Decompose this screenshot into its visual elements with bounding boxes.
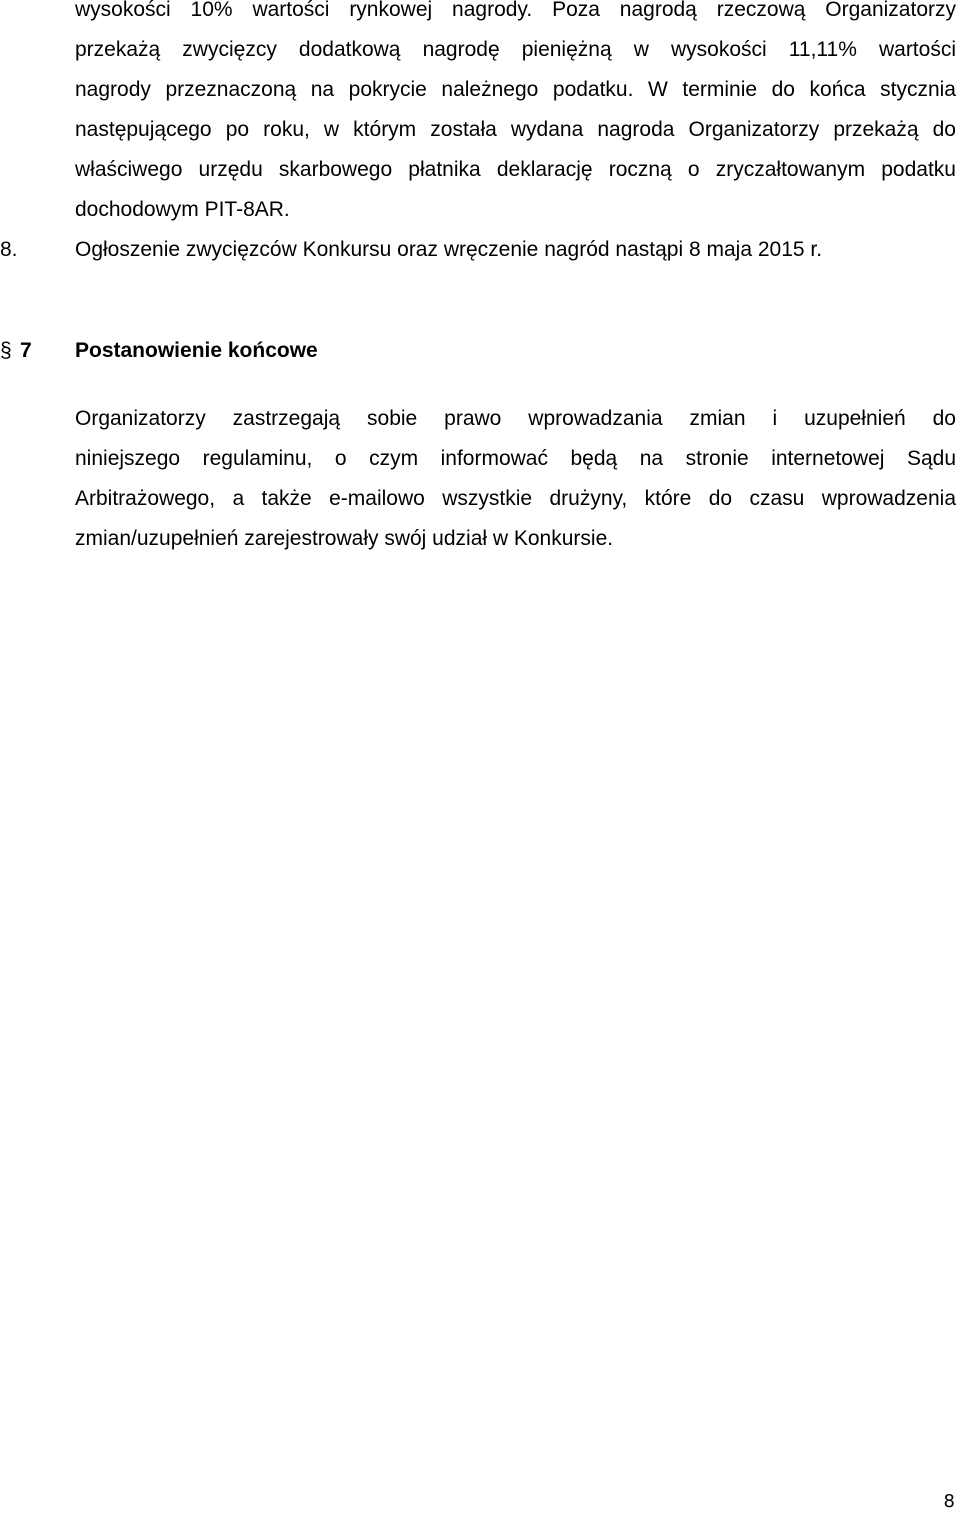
paragraph-line: dochodowym PIT-8AR.	[75, 198, 290, 221]
section-symbol: §	[0, 339, 12, 362]
paragraph-line: właściwego urzędu skarbowego płatnika deklarację roczną o zryczałtowanym podatku	[75, 158, 956, 181]
list-item-text: Ogłoszenie zwycięzców Konkursu oraz wręczenie nagród nastąpi 8 maja 2015 r.	[75, 238, 823, 261]
paragraph-line: niniejszego regulaminu, o czym informować będą na stronie internetowej Sądu	[75, 447, 956, 470]
paragraph-line: zmian/uzupełnień zarejestrowały swój udział w Konkursie.	[75, 527, 614, 550]
section-number: 7	[20, 339, 32, 362]
list-item-number: 8.	[0, 238, 18, 261]
paragraph-line: wysokości 10% wartości rynkowej nagrody. Poza nagrodą rzeczową Organizatorzy	[75, 0, 956, 21]
page-number: 8	[943, 1491, 955, 1512]
paragraph-line: Organizatorzy zastrzegają sobie prawo wprowadzania zmian i uzupełnień do	[75, 407, 956, 430]
continued-paragraph	[75, 0, 956, 230]
section-title: Postanowienie końcowe	[75, 339, 318, 362]
section-body	[75, 399, 956, 559]
paragraph-line: następującego po roku, w którym została wydana nagroda Organizatorzy przekażą do	[75, 118, 956, 141]
paragraph-line: przekażą zwycięzcy dodatkową nagrodę pieniężną w wysokości 11,11% wartości	[75, 38, 956, 61]
paragraph-line: nagrody przeznaczoną na pokrycie należnego podatku. W terminie do końca stycznia	[75, 78, 956, 101]
paragraph-line: Arbitrażowego, a także e-mailowo wszystkie drużyny, które do czasu wprowadzenia	[75, 487, 956, 510]
